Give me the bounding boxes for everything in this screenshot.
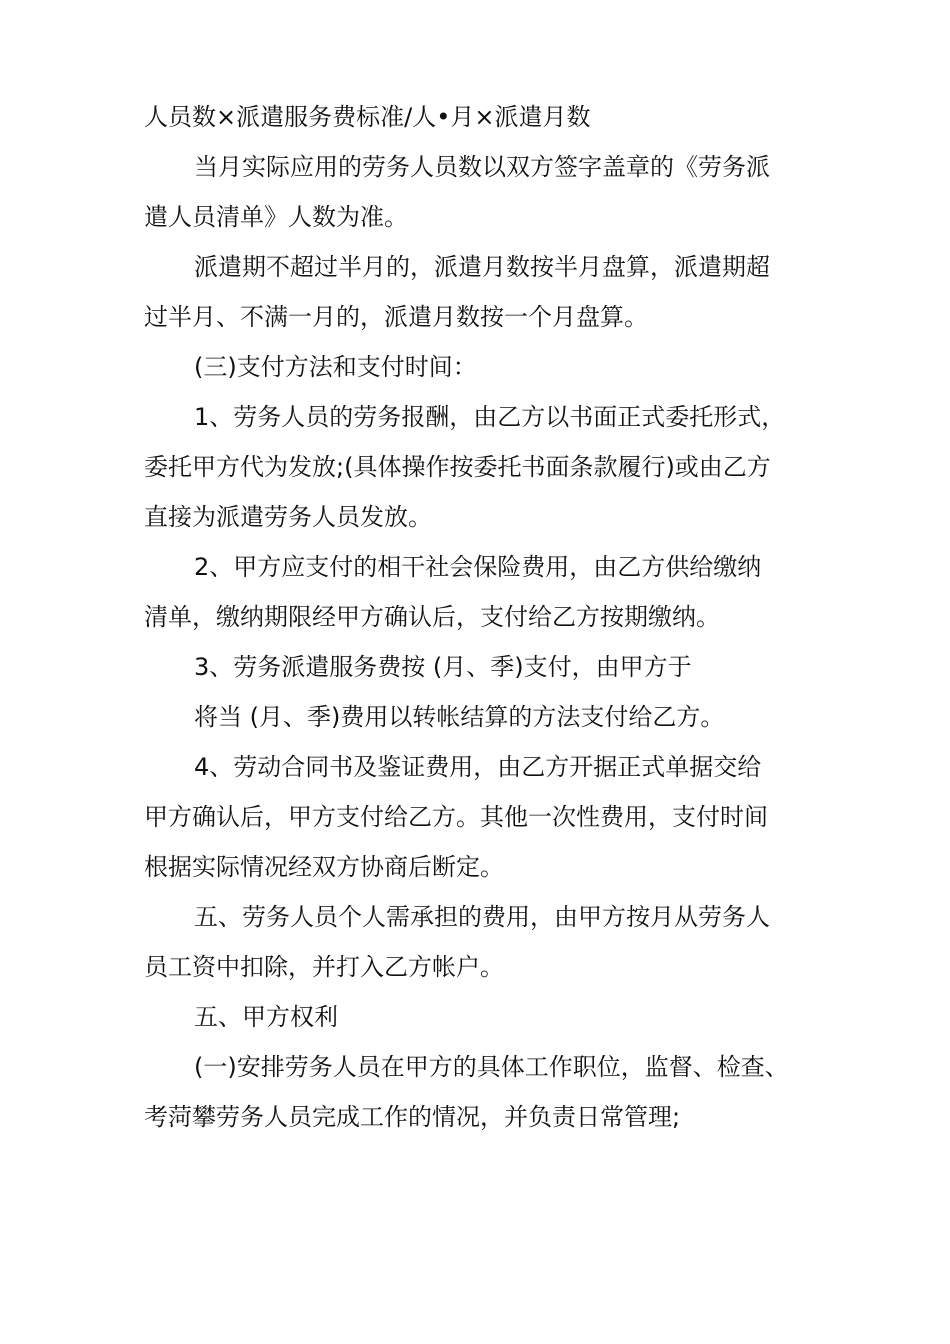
text-line: 2、甲方应支付的相干社会保险费用，由乙方供给缴纳 [194, 553, 762, 581]
text-line: 直接为派遣劳务人员发放。 [144, 503, 432, 531]
text-line: 员工资中扣除，并打入乙方帐户。 [144, 953, 504, 981]
text-line: 3、劳务派遣服务费按 (月、季)支付，由甲方于 [194, 653, 692, 681]
text-line: 4、劳动合同书及鉴证费用，由乙方开据正式单据交给 [194, 753, 762, 781]
text-line: 遣人员清单》人数为准。 [144, 203, 408, 231]
text-line: 派遣期不超过半月的，派遣月数按半月盘算，派遣期超 [194, 253, 770, 281]
text-line: 过半月、不满一月的，派遣月数按一个月盘算。 [144, 303, 648, 331]
text-line: 委托甲方代为发放;(具体操作按委托书面条款履行)或由乙方 [144, 453, 771, 481]
text-line: 清单，缴纳期限经甲方确认后，支付给乙方按期缴纳。 [144, 603, 720, 631]
section-heading: (三)支付方法和支付时间： [194, 353, 477, 381]
text-line: 人员数×派遣服务费标准/人•月×派遣月数 [144, 103, 591, 131]
text-line: (一)安排劳务人员在甲方的具体工作职位，监督、检查、 [194, 1053, 789, 1081]
text-line: 甲方确认后，甲方支付给乙方。其他一次性费用，支付时间 [144, 803, 768, 831]
text-line: 考菏攀劳务人员完成工作的情况，并负责日常管理; [144, 1103, 681, 1131]
document-body [144, 92, 814, 1142]
text-line: 根据实际情况经双方协商后断定。 [144, 853, 504, 881]
text-line: 1、劳务人员的劳务报酬，由乙方以书面正式委托形式， [194, 403, 786, 431]
text-line: 将当 (月、季)费用以转帐结算的方法支付给乙方。 [194, 703, 725, 731]
section-heading: 五、甲方权利 [194, 1003, 338, 1031]
text-line: 五、劳务人员个人需承担的费用，由甲方按月从劳务人 [194, 903, 770, 931]
text-line: 当月实际应用的劳务人员数以双方签字盖章的《劳务派 [194, 153, 770, 181]
